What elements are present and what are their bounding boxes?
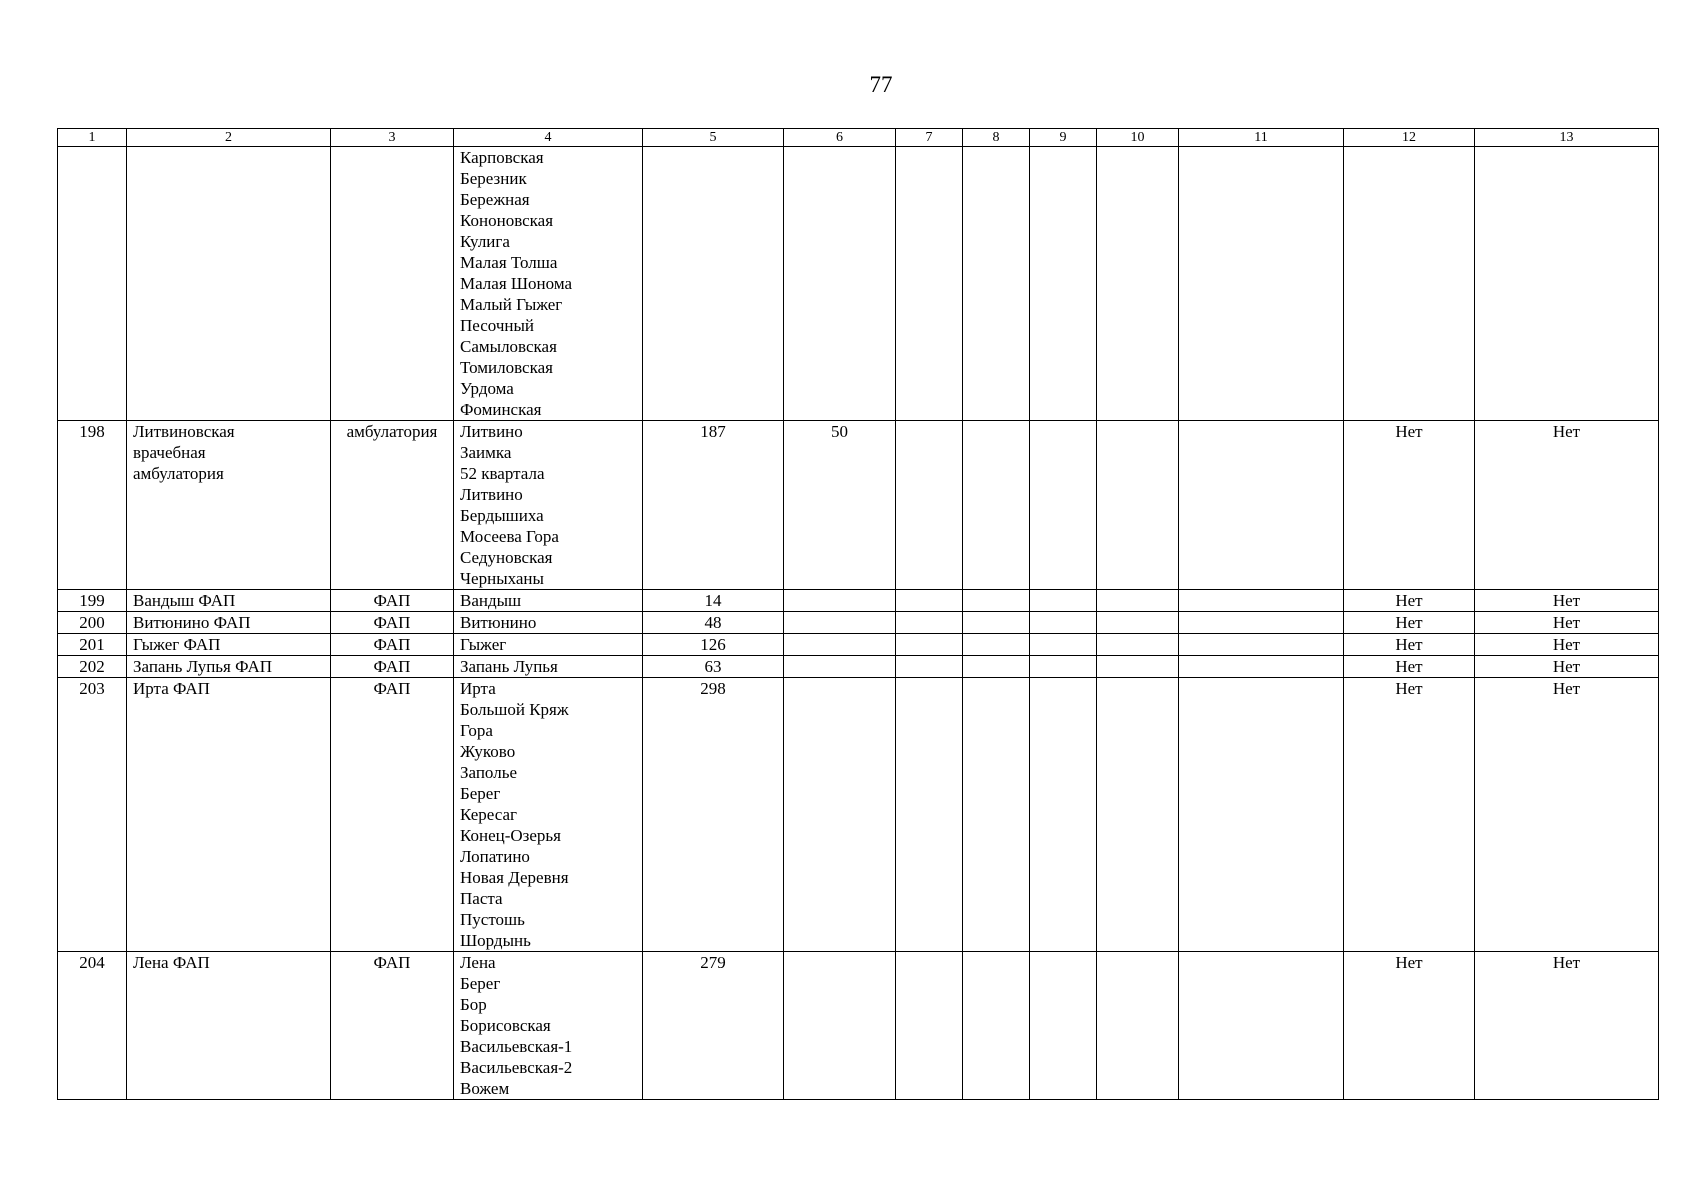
cell-settlements <box>454 612 643 634</box>
table-row <box>58 952 1659 1100</box>
table-row <box>58 421 1659 590</box>
column-header-11: 11 <box>1179 129 1344 147</box>
cell-col11 <box>1179 612 1344 634</box>
settlement-name: 52 квартала <box>460 464 545 483</box>
cell-col6 <box>784 656 896 678</box>
settlement-name: Лена <box>460 953 496 972</box>
cell-col6 <box>784 590 896 612</box>
column-header-3: 3 <box>331 129 454 147</box>
cell-col6: 50 <box>784 421 896 590</box>
cell-col8 <box>963 656 1030 678</box>
cell-col9 <box>1030 147 1097 421</box>
cell-facility-name <box>127 147 331 421</box>
cell-col9 <box>1030 656 1097 678</box>
cell-col9 <box>1030 612 1097 634</box>
settlement-name: Черныханы <box>460 569 544 588</box>
settlement-name: Бердышиха <box>460 506 544 525</box>
cell-col8 <box>963 634 1030 656</box>
settlement-name: Гора <box>460 721 493 740</box>
cell-col7 <box>896 634 963 656</box>
cell-col13 <box>1475 147 1659 421</box>
settlement-name: Фоминская <box>460 400 542 419</box>
settlement-name: Малая Толша <box>460 253 558 272</box>
cell-col10 <box>1097 634 1179 656</box>
header-row <box>58 129 1659 147</box>
cell-col13: Нет <box>1475 612 1659 634</box>
settlement-name: Мосеева Гора <box>460 527 559 546</box>
cell-col7 <box>896 590 963 612</box>
cell-settlements <box>454 952 643 1100</box>
cell-col12: Нет <box>1344 590 1475 612</box>
settlement-name: Кононовская <box>460 211 554 230</box>
settlement-name: Запань Лупья <box>460 657 558 676</box>
settlement-name: Ирта <box>460 679 496 698</box>
facility-name-line: Вандыш ФАП <box>133 591 236 610</box>
cell-settlements <box>454 634 643 656</box>
cell-col11 <box>1179 952 1344 1100</box>
cell-col7 <box>896 952 963 1100</box>
column-header-10: 10 <box>1097 129 1179 147</box>
cell-facility-name <box>127 656 331 678</box>
column-header-13: 13 <box>1475 129 1659 147</box>
cell-col10 <box>1097 656 1179 678</box>
column-header-1: 1 <box>58 129 127 147</box>
cell-facility-type: ФАП <box>331 612 454 634</box>
settlement-name: Урдома <box>460 379 514 398</box>
cell-facility-name <box>127 590 331 612</box>
cell-col13: Нет <box>1475 678 1659 952</box>
cell-col5: 279 <box>643 952 784 1100</box>
cell-col11 <box>1179 656 1344 678</box>
cell-col12: Нет <box>1344 612 1475 634</box>
settlement-name: Лопатино <box>460 847 530 866</box>
cell-col7 <box>896 421 963 590</box>
cell-col10 <box>1097 952 1179 1100</box>
cell-number <box>58 147 127 421</box>
cell-col5: 187 <box>643 421 784 590</box>
settlement-name: Заимка <box>460 443 512 462</box>
cell-col5: 63 <box>643 656 784 678</box>
cell-col8 <box>963 421 1030 590</box>
page-number: 77 <box>869 72 893 97</box>
cell-facility-name <box>127 678 331 952</box>
settlement-name: Жуково <box>460 742 516 761</box>
column-header-2: 2 <box>127 129 331 147</box>
column-header-7: 7 <box>896 129 963 147</box>
cell-number: 200 <box>58 612 127 634</box>
cell-col10 <box>1097 678 1179 952</box>
facility-name-line: Запань Лупья ФАП <box>133 657 273 676</box>
cell-col11 <box>1179 634 1344 656</box>
cell-settlements <box>454 656 643 678</box>
settlement-name: Вожем <box>460 1079 510 1098</box>
settlement-name: Седуновская <box>460 548 553 567</box>
cell-col13: Нет <box>1475 421 1659 590</box>
cell-number: 204 <box>58 952 127 1100</box>
table-row <box>58 590 1659 612</box>
cell-number: 199 <box>58 590 127 612</box>
facility-name-line: Ирта ФАП <box>133 679 210 698</box>
cell-col9 <box>1030 952 1097 1100</box>
cell-facility-name <box>127 612 331 634</box>
cell-col8 <box>963 612 1030 634</box>
cell-col12: Нет <box>1344 952 1475 1100</box>
column-header-6: 6 <box>784 129 896 147</box>
cell-col5: 48 <box>643 612 784 634</box>
settlement-name: Малая Шонома <box>460 274 573 293</box>
table-row <box>58 612 1659 634</box>
cell-col7 <box>896 656 963 678</box>
column-header-9: 9 <box>1030 129 1097 147</box>
cell-col5: 298 <box>643 678 784 952</box>
table-row <box>58 656 1659 678</box>
settlement-name: Гыжег <box>460 635 507 654</box>
cell-number: 203 <box>58 678 127 952</box>
settlement-name: Кересаг <box>460 805 517 824</box>
cell-settlements <box>454 678 643 952</box>
cell-col8 <box>963 147 1030 421</box>
cell-col10 <box>1097 612 1179 634</box>
settlement-name: Малый Гыжег <box>460 295 563 314</box>
facility-name-line: Витюнино ФАП <box>133 613 251 632</box>
cell-col6 <box>784 678 896 952</box>
settlement-name: Песочный <box>460 316 535 335</box>
cell-facility-type: ФАП <box>331 656 454 678</box>
cell-col6 <box>784 634 896 656</box>
cell-col6 <box>784 147 896 421</box>
settlement-name: Заполье <box>460 763 517 782</box>
cell-col12: Нет <box>1344 656 1475 678</box>
facility-name-line: Литвиновская <box>133 422 235 441</box>
settlement-name: Берег <box>460 784 501 803</box>
cell-settlements <box>454 590 643 612</box>
cell-col7 <box>896 678 963 952</box>
column-header-4: 4 <box>454 129 643 147</box>
cell-facility-name <box>127 421 331 590</box>
cell-col6 <box>784 612 896 634</box>
cell-col6 <box>784 952 896 1100</box>
facility-name-line: врачебная <box>133 443 206 462</box>
table-row <box>58 678 1659 952</box>
cell-col10 <box>1097 421 1179 590</box>
settlement-name: Вандыш <box>460 591 522 610</box>
cell-col12: Нет <box>1344 634 1475 656</box>
cell-col8 <box>963 678 1030 952</box>
cell-col8 <box>963 952 1030 1100</box>
cell-facility-name <box>127 634 331 656</box>
settlement-name: Литвино <box>460 422 523 441</box>
settlement-name: Борисовская <box>460 1016 551 1035</box>
cell-col5: 14 <box>643 590 784 612</box>
settlement-name: Васильевская-2 <box>460 1058 573 1077</box>
cell-col12: Нет <box>1344 678 1475 952</box>
cell-col13: Нет <box>1475 634 1659 656</box>
cell-col5 <box>643 147 784 421</box>
settlement-name: Пустошь <box>460 910 525 929</box>
settlement-name: Бережная <box>460 190 530 209</box>
settlement-name: Карповская <box>460 148 544 167</box>
cell-col12: Нет <box>1344 421 1475 590</box>
cell-facility-name <box>127 952 331 1100</box>
facility-name-line: Гыжег ФАП <box>133 635 221 654</box>
settlement-name: Васильевская-1 <box>460 1037 573 1056</box>
settlement-name: Самыловская <box>460 337 557 356</box>
cell-facility-type <box>331 147 454 421</box>
column-header-8: 8 <box>963 129 1030 147</box>
cell-settlements <box>454 147 643 421</box>
cell-col11 <box>1179 590 1344 612</box>
cell-number: 202 <box>58 656 127 678</box>
cell-col11 <box>1179 147 1344 421</box>
column-header-12: 12 <box>1344 129 1475 147</box>
cell-number: 198 <box>58 421 127 590</box>
settlement-name: Конец-Озерья <box>460 826 562 845</box>
facility-name-line: Лена ФАП <box>133 953 210 972</box>
settlement-name: Большой Кряж <box>460 700 569 719</box>
cell-col9 <box>1030 678 1097 952</box>
cell-col7 <box>896 612 963 634</box>
cell-col7 <box>896 147 963 421</box>
cell-facility-type: ФАП <box>331 634 454 656</box>
data-table <box>57 128 1659 1100</box>
settlement-name: Паста <box>460 889 503 908</box>
cell-facility-type: амбулатория <box>331 421 454 590</box>
settlement-name: Бор <box>460 995 487 1014</box>
settlement-name: Новая Деревня <box>460 868 569 887</box>
cell-facility-type: ФАП <box>331 590 454 612</box>
cell-col9 <box>1030 590 1097 612</box>
table-body <box>58 147 1659 1100</box>
table-row <box>58 147 1659 421</box>
settlement-name: Березник <box>460 169 527 188</box>
cell-col13: Нет <box>1475 952 1659 1100</box>
table-row <box>58 634 1659 656</box>
cell-col12 <box>1344 147 1475 421</box>
settlement-name: Берег <box>460 974 501 993</box>
settlement-name: Кулига <box>460 232 510 251</box>
cell-col13: Нет <box>1475 656 1659 678</box>
cell-col5: 126 <box>643 634 784 656</box>
cell-facility-type: ФАП <box>331 678 454 952</box>
cell-col11 <box>1179 421 1344 590</box>
column-header-5: 5 <box>643 129 784 147</box>
cell-settlements <box>454 421 643 590</box>
cell-col10 <box>1097 147 1179 421</box>
settlement-name: Витюнино <box>460 613 537 632</box>
cell-number: 201 <box>58 634 127 656</box>
settlement-name: Литвино <box>460 485 523 504</box>
cell-facility-type: ФАП <box>331 952 454 1100</box>
cell-col13: Нет <box>1475 590 1659 612</box>
cell-col9 <box>1030 634 1097 656</box>
cell-col8 <box>963 590 1030 612</box>
settlement-name: Шордынь <box>460 931 531 950</box>
cell-col10 <box>1097 590 1179 612</box>
cell-col11 <box>1179 678 1344 952</box>
settlement-name: Томиловская <box>460 358 553 377</box>
cell-col9 <box>1030 421 1097 590</box>
facility-name-line: амбулатория <box>133 464 224 483</box>
